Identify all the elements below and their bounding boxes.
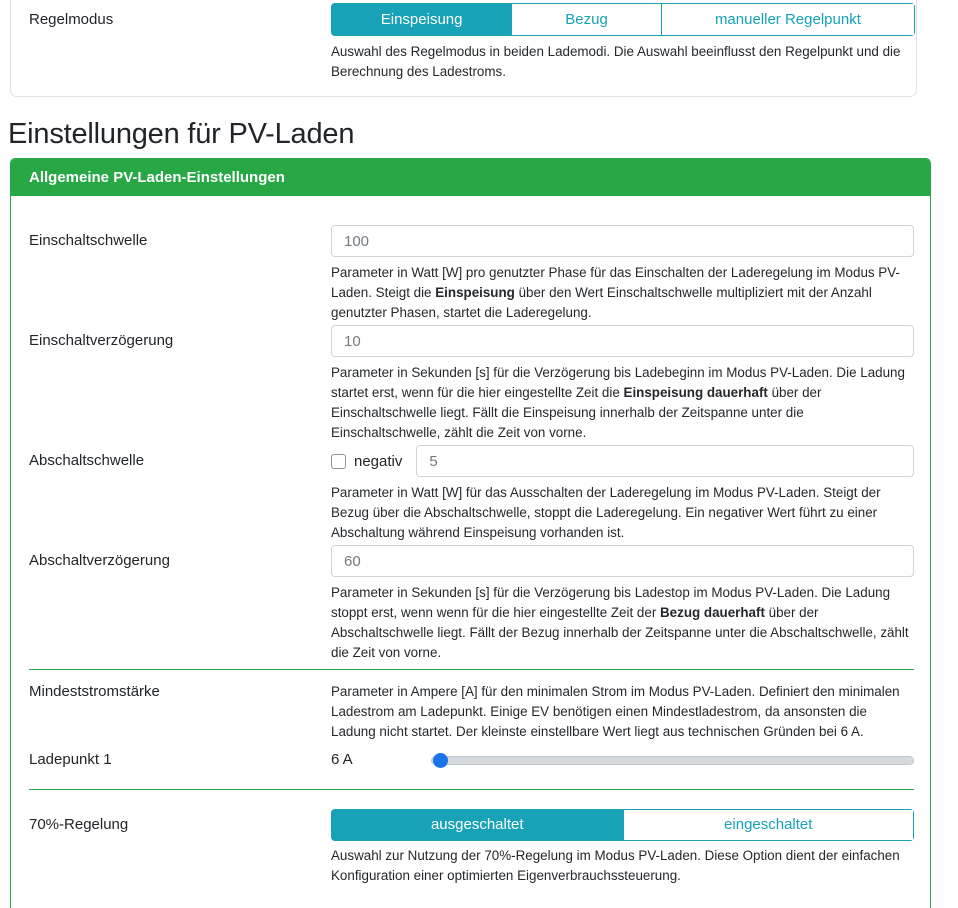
slider-track[interactable] bbox=[431, 756, 914, 765]
abschaltverzoegerung-input[interactable] bbox=[331, 545, 914, 577]
abschaltverzoegerung-help-text: Parameter in Sekunden [s] für die Verzögerung bis Ladestop im Modus PV-Laden. Die Ladung stoppt erst, wenn wenn für die hier eingestellte Zeit der Bezug dauerhaft über der Abschaltschwelle liegt. Fällt der Bezug innerhalb der Zeitspanne unter die Abschaltschwelle, zählt die Zeit von vorne. bbox=[331, 585, 909, 660]
einschaltverzoegerung-help-text: Parameter in Sekunden [s] für die Verzögerung bis Ladebeginn im Modus PV-Laden. Die Ladung startet erst, wenn für die hier eingestellte Zeit die Einspeisung dauerhaft über der Einschaltschwelle liegt. Fällt die Einspeisung innerhalb der Zeitspanne unter die Einschaltschwelle, zählt die Zeit von vorne. bbox=[331, 365, 905, 440]
abschaltschwelle-help-text: Parameter in Watt [W] für das Ausschalten der Laderegelung im Modus PV-Laden. Steigt der Bezug über die Abschaltschwelle, stoppt die Laderegelung. Ein negativer Wert führt zu einer Abschaltung während Einspeisung vorhanden ist. bbox=[331, 485, 881, 540]
70-regelung-option-eingeschaltet[interactable]: eingeschaltet bbox=[623, 810, 914, 840]
mindeststromstaerke-help-text: Parameter in Ampere [A] für den minimalen Strom im Modus PV-Laden. Definiert den minimalen Ladestrom am Ladepunkt. Einige EV benötigen einen Mindestladestrom, da ansonsten die Ladung nicht startet. Der kleinste einstellbare Wert liegt aus technischen Gründen bei 6 A. bbox=[331, 684, 900, 739]
einschaltschwelle-help-text: Parameter in Watt [W] pro genutzter Phase für das Einschalten der Laderegelung im Modus PV-Laden. Steigt die Einspeisung über den Wert Einschaltschwelle multipliziert mit der Anzahl genutzter Phasen, startet die Laderegelung. bbox=[331, 265, 900, 320]
einschaltschwelle-input[interactable] bbox=[331, 225, 914, 257]
regelmodus-option-einspeisung[interactable]: Einspeisung bbox=[332, 4, 511, 35]
section-divider bbox=[29, 669, 914, 670]
regelmodus-option-bezug[interactable]: Bezug bbox=[511, 4, 661, 35]
regelmodus-label: Regelmodus bbox=[29, 11, 114, 28]
row-abschaltschwelle bbox=[29, 445, 914, 543]
70-regelung-button-group bbox=[331, 809, 914, 841]
negativ-checkbox[interactable] bbox=[331, 454, 346, 469]
pv-settings-panel bbox=[10, 158, 931, 908]
mindeststromstaerke-label: Mindeststromstärke bbox=[29, 683, 160, 700]
row-70-regelung bbox=[29, 809, 914, 886]
regelmodus-option-manueller-regelpunkt[interactable]: manueller Regelpunkt bbox=[661, 4, 914, 35]
abschaltverzoegerung-label: Abschaltverzögerung bbox=[29, 552, 170, 569]
regelmodus-button-group bbox=[331, 3, 915, 36]
70-regelung-help-text: Auswahl zur Nutzung der 70%-Regelung im Modus PV-Laden. Diese Option dient der einfachen Konfiguration einer optimierten Eigenverbrauchssteuerung. bbox=[331, 848, 900, 883]
70-regelung-option-ausgeschaltet[interactable]: ausgeschaltet bbox=[332, 810, 623, 840]
section-divider bbox=[29, 789, 914, 790]
abschaltschwelle-label: Abschaltschwelle bbox=[29, 452, 145, 469]
page-title: Einstellungen für PV-Laden bbox=[8, 118, 355, 150]
70-regelung-label: 70%-Regelung bbox=[29, 816, 129, 833]
regelmodus-help-text: Auswahl des Regelmodus in beiden Lademodi. Die Auswahl beeinflusst den Regelpunkt und die Berechnung des Ladestroms. bbox=[331, 44, 901, 79]
row-einschaltverzoegerung bbox=[29, 325, 914, 443]
regelmodus-card bbox=[10, 0, 917, 97]
row-abschaltverzoegerung bbox=[29, 545, 914, 663]
einschaltschwelle-label: Einschaltschwelle bbox=[29, 232, 148, 249]
einschaltverzoegerung-label: Einschaltverzögerung bbox=[29, 332, 174, 349]
ladepunkt-1-label: Ladepunkt 1 bbox=[29, 751, 112, 768]
panel-body bbox=[11, 196, 930, 908]
slider-thumb[interactable] bbox=[433, 753, 448, 768]
row-mindeststromstaerke bbox=[29, 682, 914, 742]
row-ladepunkt-1 bbox=[29, 750, 914, 769]
row-einschaltschwelle bbox=[29, 225, 914, 323]
negativ-checkbox-label[interactable]: negativ bbox=[354, 452, 403, 470]
abschaltschwelle-input[interactable] bbox=[416, 445, 914, 477]
min-current-slider[interactable] bbox=[431, 752, 914, 769]
panel-header: Allgemeine PV-Laden-Einstellungen bbox=[11, 159, 930, 196]
ladepunkt-1-current-value: 6 A bbox=[331, 751, 353, 768]
einschaltverzoegerung-input[interactable] bbox=[331, 325, 914, 357]
